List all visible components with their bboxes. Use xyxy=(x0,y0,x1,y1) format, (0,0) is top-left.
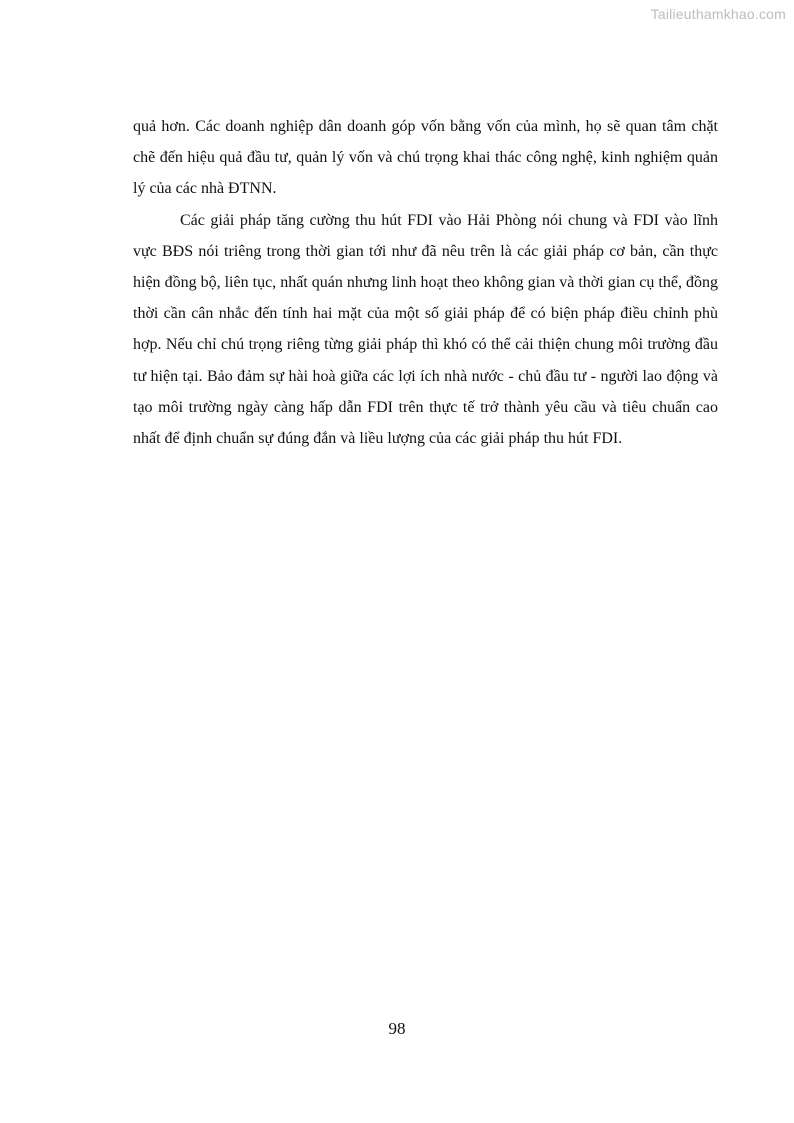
paragraph-solutions: Các giải pháp tăng cường thu hút FDI vào Hải Phòng nói chung và FDI vào lĩnh vực BĐS nói triêng trong thời gian tới như đã nêu trên là các giải pháp cơ bản, cần thực hiện đồng bộ, liên tục, nhất quán nhưng linh hoạt theo không gian và thời gian cụ thể, đồng thời cần cân nhắc đến tính hai mặt của một số giải pháp để có biện pháp điều chỉnh phù hợp. Nếu chỉ chú trọng riêng từng giải pháp thì khó có thể cải thiện chung môi trường đầu tư hiện tại. Bảo đảm sự hài hoà giữa các lợi ích nhà nước - chủ đầu tư - người lao động và tạo môi trường ngày càng hấp dẫn FDI trên thực tế trở thành yêu cầu và tiêu chuẩn cao nhất để định chuẩn sự đúng đắn và liều lượng của các giải pháp thu hút FDI. xyxy=(133,211,718,448)
paragraph-continuation: quả hơn. Các doanh nghiệp dân doanh góp vốn bằng vốn của mình, họ sẽ quan tâm chặt chẽ đến hiệu quả đầu tư, quản lý vốn và chú trọng khai thác công nghệ, kinh nghiệm quản lý của các nhà ĐTNN. xyxy=(133,118,718,198)
page-number: 98 xyxy=(388,1019,406,1038)
document-body xyxy=(133,111,718,454)
watermark-text: Tailieuthamkhao.com xyxy=(650,6,786,22)
